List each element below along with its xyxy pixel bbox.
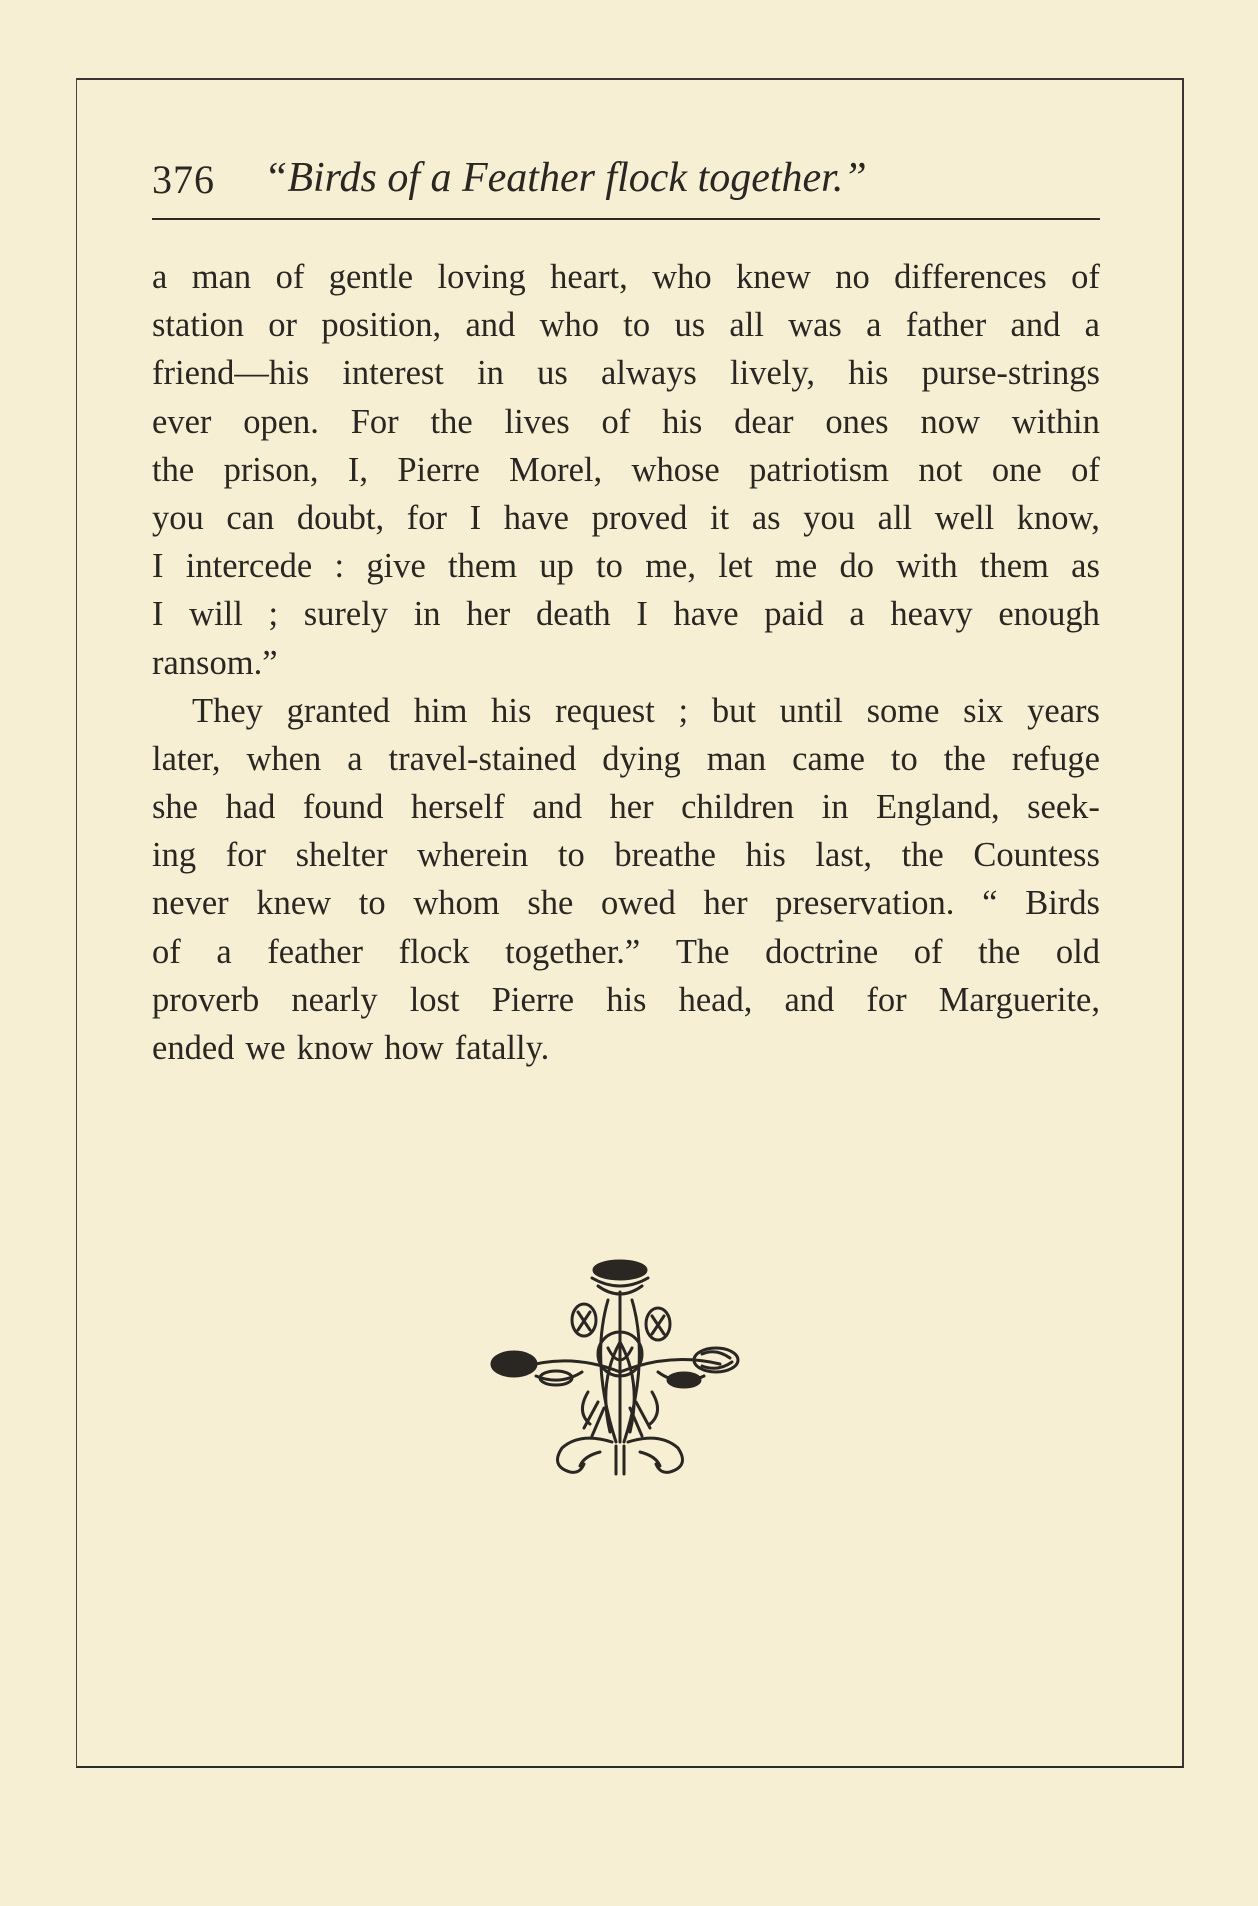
word: found <box>302 788 384 827</box>
word: as <box>1071 547 1100 586</box>
word: owed <box>601 884 676 923</box>
word: ; <box>678 691 689 730</box>
word: her <box>609 788 654 827</box>
word: ransom.” <box>152 643 278 682</box>
word: always <box>601 354 697 393</box>
word: the <box>152 450 195 489</box>
word: me <box>775 547 818 586</box>
word: preservation. <box>775 884 955 923</box>
word: England, <box>875 788 1000 827</box>
word: open. <box>243 402 319 441</box>
word: she <box>527 884 574 923</box>
word: but <box>711 691 756 730</box>
word: doubt, <box>296 498 385 537</box>
word: a <box>1084 306 1100 345</box>
word: up <box>539 547 574 586</box>
word: with <box>896 547 958 586</box>
word: Pierre <box>491 980 575 1019</box>
text-line <box>152 398 1100 446</box>
word: his <box>745 836 786 875</box>
word: heavy <box>890 595 973 634</box>
word: patriotism <box>749 450 889 489</box>
text-line <box>152 928 1100 976</box>
word: years <box>1027 691 1100 730</box>
word: to <box>557 836 585 875</box>
word: request <box>555 691 655 730</box>
word: for <box>225 836 266 875</box>
word: now <box>920 402 980 441</box>
word: one <box>991 450 1042 489</box>
word: ones <box>825 402 889 441</box>
word: to <box>890 739 918 778</box>
word: it <box>710 498 730 537</box>
word: “ <box>982 884 998 923</box>
text-line <box>152 590 1100 638</box>
word: a <box>866 306 882 345</box>
word: had <box>225 788 276 827</box>
word: and <box>1010 306 1061 345</box>
word: man <box>191 258 252 296</box>
word: you <box>803 498 855 537</box>
word: will <box>189 595 243 634</box>
word: her <box>703 884 748 923</box>
word: us <box>537 354 568 393</box>
word: in <box>821 788 849 827</box>
word: man <box>706 739 767 778</box>
word: loving <box>437 258 526 296</box>
word: breathe <box>614 836 716 875</box>
word: well <box>934 498 995 537</box>
word: when <box>246 739 322 778</box>
word: surely <box>303 595 389 634</box>
word: them <box>979 547 1049 586</box>
text-line <box>152 253 1100 301</box>
word: who <box>652 258 712 296</box>
word: know <box>296 1029 374 1067</box>
word: purse-strings <box>921 354 1100 393</box>
word: lives <box>504 402 570 441</box>
word: position, <box>321 306 442 345</box>
text-line <box>152 446 1100 494</box>
word: paid <box>764 595 824 634</box>
word: all <box>877 498 913 537</box>
word: whom <box>413 884 500 923</box>
word: differences <box>894 258 1047 296</box>
word: knew <box>256 884 332 923</box>
word: friend—his <box>152 354 310 393</box>
word: I <box>636 595 648 634</box>
word: a <box>152 258 168 296</box>
page-number: 376 <box>152 157 215 202</box>
word: fatally. <box>454 1029 550 1067</box>
word: the <box>901 836 944 875</box>
word: the <box>943 739 986 778</box>
word: to <box>358 884 386 923</box>
word: whose <box>631 450 720 489</box>
word: came <box>792 739 865 778</box>
word: the <box>978 932 1021 971</box>
word: give <box>366 547 426 586</box>
word: For <box>350 402 399 441</box>
word: six <box>963 691 1004 730</box>
word: prison, <box>223 450 319 489</box>
word: a <box>849 595 865 634</box>
text-line <box>152 735 1100 783</box>
word: knew <box>736 258 811 296</box>
text-line <box>152 976 1100 1024</box>
word: doctrine <box>765 932 879 971</box>
word: and <box>532 788 583 827</box>
word: them <box>448 547 518 586</box>
word: ing <box>152 836 197 875</box>
word: gentle <box>328 258 414 296</box>
word: death <box>535 595 611 634</box>
word: I <box>152 547 164 586</box>
text-line <box>152 542 1100 590</box>
word: feather <box>267 932 364 971</box>
running-head-title: “Birds of a Feather flock together.” <box>264 155 867 201</box>
word: all <box>729 306 764 345</box>
word: us <box>674 306 706 345</box>
running-head <box>152 150 1100 220</box>
word: herself <box>410 788 505 827</box>
floral-tailpiece-icon <box>480 1252 760 1482</box>
word: a <box>347 739 363 778</box>
word: know, <box>1016 498 1100 537</box>
word: his <box>848 354 889 393</box>
word: of <box>601 402 631 441</box>
word: granted <box>286 691 391 730</box>
word: Pierre <box>397 450 480 489</box>
word: of <box>275 258 305 296</box>
word: she <box>152 788 198 827</box>
word: lively, <box>730 354 815 393</box>
word: to <box>596 547 623 586</box>
word: Marguerite, <box>938 980 1100 1019</box>
word: later, <box>152 739 221 778</box>
word: for <box>866 980 907 1019</box>
body-text <box>152 253 1100 1072</box>
word: ended <box>152 1029 235 1067</box>
text-line <box>152 1024 1100 1072</box>
word: proved <box>591 498 688 537</box>
text-line <box>152 301 1100 349</box>
word: of <box>1071 258 1100 296</box>
word: heart, <box>550 258 628 296</box>
word: a <box>216 932 232 971</box>
word: nearly <box>291 980 378 1019</box>
text-line <box>152 879 1100 927</box>
word: let <box>718 547 753 586</box>
word: never <box>152 884 229 923</box>
word: I, <box>347 450 368 489</box>
word: who <box>539 306 599 345</box>
word: interest <box>342 354 444 393</box>
word: old <box>1055 932 1100 971</box>
word: travel-stained <box>388 739 577 778</box>
word: no <box>835 258 870 296</box>
word: was <box>788 306 842 345</box>
word: how <box>384 1029 444 1067</box>
word: we <box>245 1029 286 1067</box>
word: in <box>477 354 504 393</box>
word: the <box>430 402 473 441</box>
word: his <box>606 980 647 1019</box>
word: proverb <box>152 980 260 1019</box>
word: to <box>623 306 651 345</box>
word: and <box>784 980 835 1019</box>
word: children <box>681 788 795 827</box>
word: of <box>913 932 943 971</box>
text-line <box>152 349 1100 397</box>
word: some <box>866 691 940 730</box>
word: in <box>413 595 441 634</box>
text-line <box>152 831 1100 879</box>
word: : <box>334 547 345 586</box>
word: have <box>673 595 739 634</box>
word: until <box>779 691 843 730</box>
word: station <box>152 306 244 345</box>
word: for <box>406 498 448 537</box>
word: his <box>662 402 703 441</box>
word: lost <box>409 980 460 1019</box>
word: ; <box>268 595 279 634</box>
word: ever <box>152 402 212 441</box>
word: Countess <box>973 836 1100 875</box>
word: him <box>413 691 468 730</box>
word: or <box>268 306 298 345</box>
word: can <box>226 498 275 537</box>
word: have <box>503 498 569 537</box>
text-line <box>152 783 1100 831</box>
word: enough <box>998 595 1100 634</box>
text-line <box>152 494 1100 542</box>
word: head, <box>678 980 753 1019</box>
word: dying <box>602 739 681 778</box>
word: I <box>469 498 482 537</box>
word: flock <box>398 932 470 971</box>
word: her <box>466 595 511 634</box>
word: do <box>839 547 874 586</box>
word: together.” <box>505 932 641 971</box>
word: dear <box>734 402 794 441</box>
word: intercede <box>185 547 313 586</box>
word: last, <box>815 836 872 875</box>
word: as <box>751 498 781 537</box>
word: me, <box>645 547 696 586</box>
word: father <box>905 306 987 345</box>
word: within <box>1011 402 1100 441</box>
word: Morel, <box>509 450 603 489</box>
word: seek- <box>1027 788 1100 827</box>
word: of <box>1071 450 1100 489</box>
word: They <box>192 691 263 730</box>
word: of <box>152 932 181 971</box>
word: you <box>152 498 204 537</box>
word: Birds <box>1025 884 1100 923</box>
text-line <box>152 687 1100 735</box>
word: refuge <box>1011 739 1100 778</box>
word: not <box>918 450 963 489</box>
word: his <box>491 691 532 730</box>
word: The <box>675 932 730 971</box>
text-line <box>152 639 1100 687</box>
word: I <box>152 595 164 634</box>
word: shelter <box>295 836 388 875</box>
word: wherein <box>417 836 529 875</box>
word: and <box>465 306 516 345</box>
